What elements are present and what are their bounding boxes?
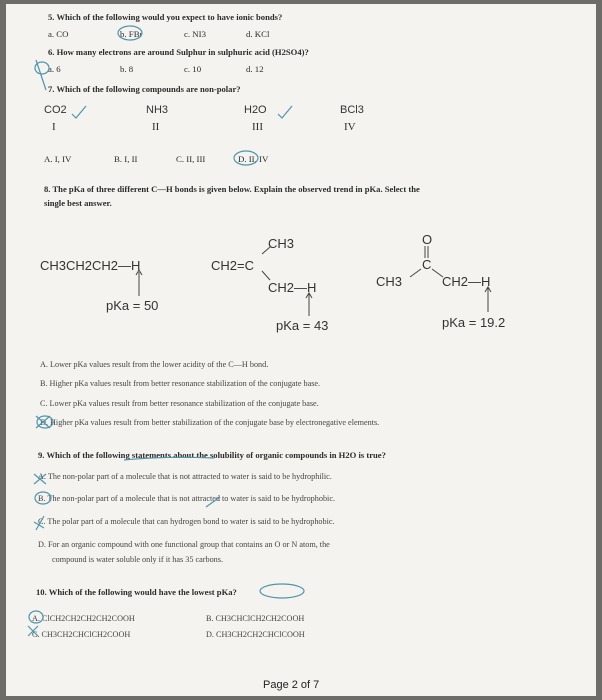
q7-option-c: C. II, III — [176, 154, 206, 164]
q5-option-d: d. KCl — [246, 29, 270, 39]
q6-option-d: d. 12 — [246, 64, 264, 74]
q7-option-d: D. II, IV — [238, 154, 269, 164]
q8-struct3-right: CH2—H — [442, 274, 491, 289]
q7-option-a: A. I, IV — [44, 154, 72, 164]
q8-option-d: D. Higher pKa values result from better stabilization of the conjugate base by electronegative elements. — [40, 418, 380, 427]
q10-option-d: D. CH3CH2CH2CHClCOOH — [206, 630, 305, 639]
q8-struct2-left: CH2=C — [211, 258, 254, 273]
q7-numeral-4: IV — [344, 121, 356, 133]
q9-option-b: B. The non-polar part of a molecule that is not attracted to water is said to be hydrophobic. — [38, 494, 336, 503]
q5-option-b: b. FBr — [120, 29, 143, 39]
q8-stem-line1: 8. The pKa of three different C—H bonds is given below. Explain the observed trend in pKa. Select the — [44, 184, 420, 194]
q8-struct2-top: CH3 — [268, 236, 295, 251]
handwritten-annotations — [6, 4, 596, 696]
q5-stem: 5. Which of the following would you expect to have ionic bonds? — [48, 12, 283, 22]
q7-compound-1: CO2 — [44, 104, 67, 116]
q10-option-a: A. ClCH2CH2CH2CH2COOH — [32, 614, 135, 623]
q7-compound-4: BCl3 — [340, 104, 364, 116]
q7-option-b: B. I, II — [114, 154, 138, 164]
q8-struct3-carbon: C — [422, 257, 432, 272]
exam-page — [6, 4, 596, 696]
q9-option-d-cont: compound is water soluble only if it has 35 carbons. — [52, 555, 223, 564]
q9-option-c: C. The polar part of a molecule that can hydrogen bond to water is said to be hydrophobic. — [38, 517, 335, 526]
q6-option-b: b. 8 — [120, 64, 134, 74]
q8-option-c: C. Lower pKa values result from better resonance stabilization of the conjugate base. — [40, 399, 319, 408]
q7-numeral-1: I — [52, 121, 56, 133]
q6-stem: 6. How many electrons are around Sulphur in sulphuric acid (H2SO4)? — [48, 47, 309, 57]
q9-option-a: A. The non-polar part of a molecule that is not attracted to water is said to be hydrophilic. — [38, 472, 332, 481]
q5-option-a: a. CO — [48, 29, 69, 39]
q7-compound-3: H2O — [244, 104, 267, 116]
q7-numeral-3: III — [252, 121, 263, 133]
q8-option-a: A. Lower pKa values result from the lower acidity of the C—H bond. — [40, 360, 269, 369]
q6-option-c: c. 10 — [184, 64, 202, 74]
q5-option-c: c. NI3 — [184, 29, 206, 39]
q8-stem-line2: single best answer. — [44, 198, 112, 208]
q9-stem: 9. Which of the following statements about the solubility of organic compounds in H2O is true? — [38, 450, 386, 460]
q8-struct3-carbonyl-o: O — [422, 232, 433, 247]
q7-stem: 7. Which of the following compounds are non-polar? — [48, 84, 241, 94]
q10-option-c: C. CH3CH2CHClCH2COOH — [32, 630, 131, 639]
page-number: Page 2 of 7 — [263, 679, 320, 691]
q7-compound-2: NH3 — [146, 104, 169, 116]
q9-option-d: D. For an organic compound with one functional group that contains an O or N atom, the — [38, 540, 330, 549]
q8-struct1-pka: pKa = 50 — [106, 298, 159, 313]
q8-struct3-left: CH3 — [376, 274, 403, 289]
q7-numeral-2: II — [152, 121, 160, 133]
q8-struct2-bottom: CH2—H — [268, 280, 317, 295]
q8-option-b: B. Higher pKa values result from better resonance stabilization of the conjugate base. — [40, 379, 321, 388]
q8-struct1-formula: CH3CH2CH2—H — [40, 258, 141, 273]
q8-struct2-pka: pKa = 43 — [276, 318, 329, 333]
q6-option-a: a. 6 — [48, 64, 61, 74]
q10-option-b: B. CH3CHClCH2CH2COOH — [206, 614, 305, 623]
q10-stem: 10. Which of the following would have the lowest pKa? — [36, 587, 237, 597]
q8-struct3-pka: pKa = 19.2 — [442, 315, 506, 330]
